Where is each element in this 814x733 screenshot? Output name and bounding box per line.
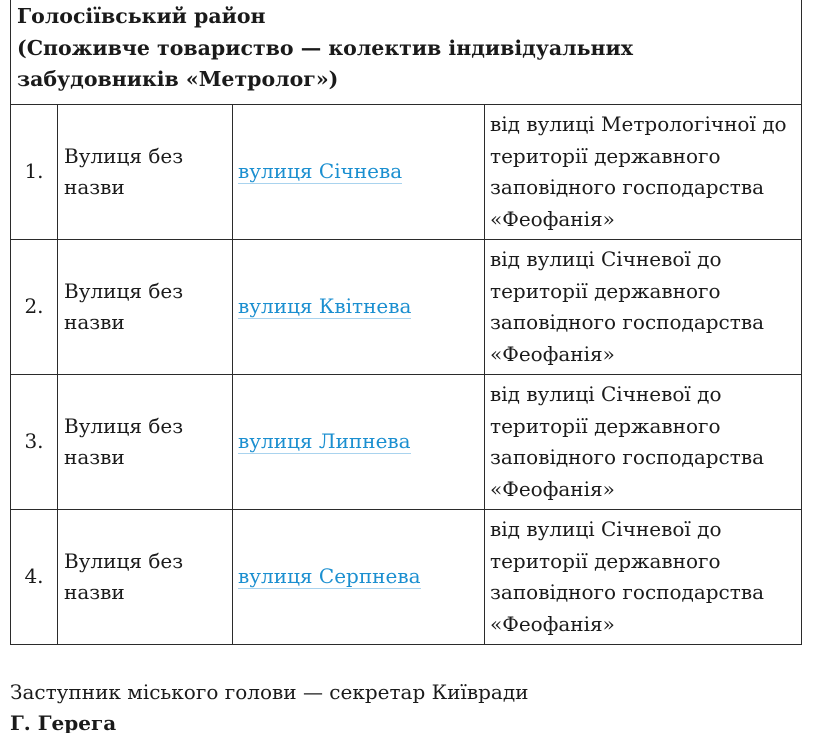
row-number: 3. [11,375,58,510]
district-subtitle-line1: (Споживче товариство — колектив індивідуальних [17,35,633,60]
row-number: 4. [11,510,58,645]
street-link-sichneva[interactable]: вулиця Січнева [238,159,403,184]
signatory-position: Заступник міського голови — секретар Київради [10,680,529,704]
old-street-name: Вулиця без назви [58,375,233,510]
street-location: від вулиці Січневої до території державного заповідного господарства «Феофанія» [485,375,802,510]
street-location: від вулиці Метрологічної до території державного заповідного господарства «Феофанія» [485,105,802,240]
street-location: від вулиці Січневої до території державного заповідного господарства «Феофанія» [485,240,802,375]
old-street-name: Вулиця без назви [58,240,233,375]
new-street-name-cell [233,240,485,375]
table-row [11,375,802,510]
row-number: 1. [11,105,58,240]
row-number: 2. [11,240,58,375]
table-row [11,105,802,240]
old-street-name: Вулиця без назви [58,105,233,240]
new-street-name-cell [233,105,485,240]
street-link-serpneva[interactable]: вулиця Серпнева [238,564,421,589]
table-row [11,510,802,645]
district-title: Голосіївський район [17,4,266,28]
table-row [11,240,802,375]
street-link-kvitneva[interactable]: вулиця Квітнева [238,294,412,319]
old-street-name: Вулиця без назви [58,510,233,645]
street-location: від вулиці Січневої до території державного заповідного господарства «Феофанія» [485,510,802,645]
new-street-name-cell [233,510,485,645]
signature-block [10,677,528,733]
street-link-lypneva[interactable]: вулиця Липнева [238,429,411,454]
new-street-name-cell [233,375,485,510]
streets-table [10,0,802,645]
district-header-row [11,0,802,105]
signatory-name: Г. Герега [10,711,117,733]
district-subtitle-line2: забудовників «Метролог») [17,67,339,91]
district-header [11,0,802,105]
